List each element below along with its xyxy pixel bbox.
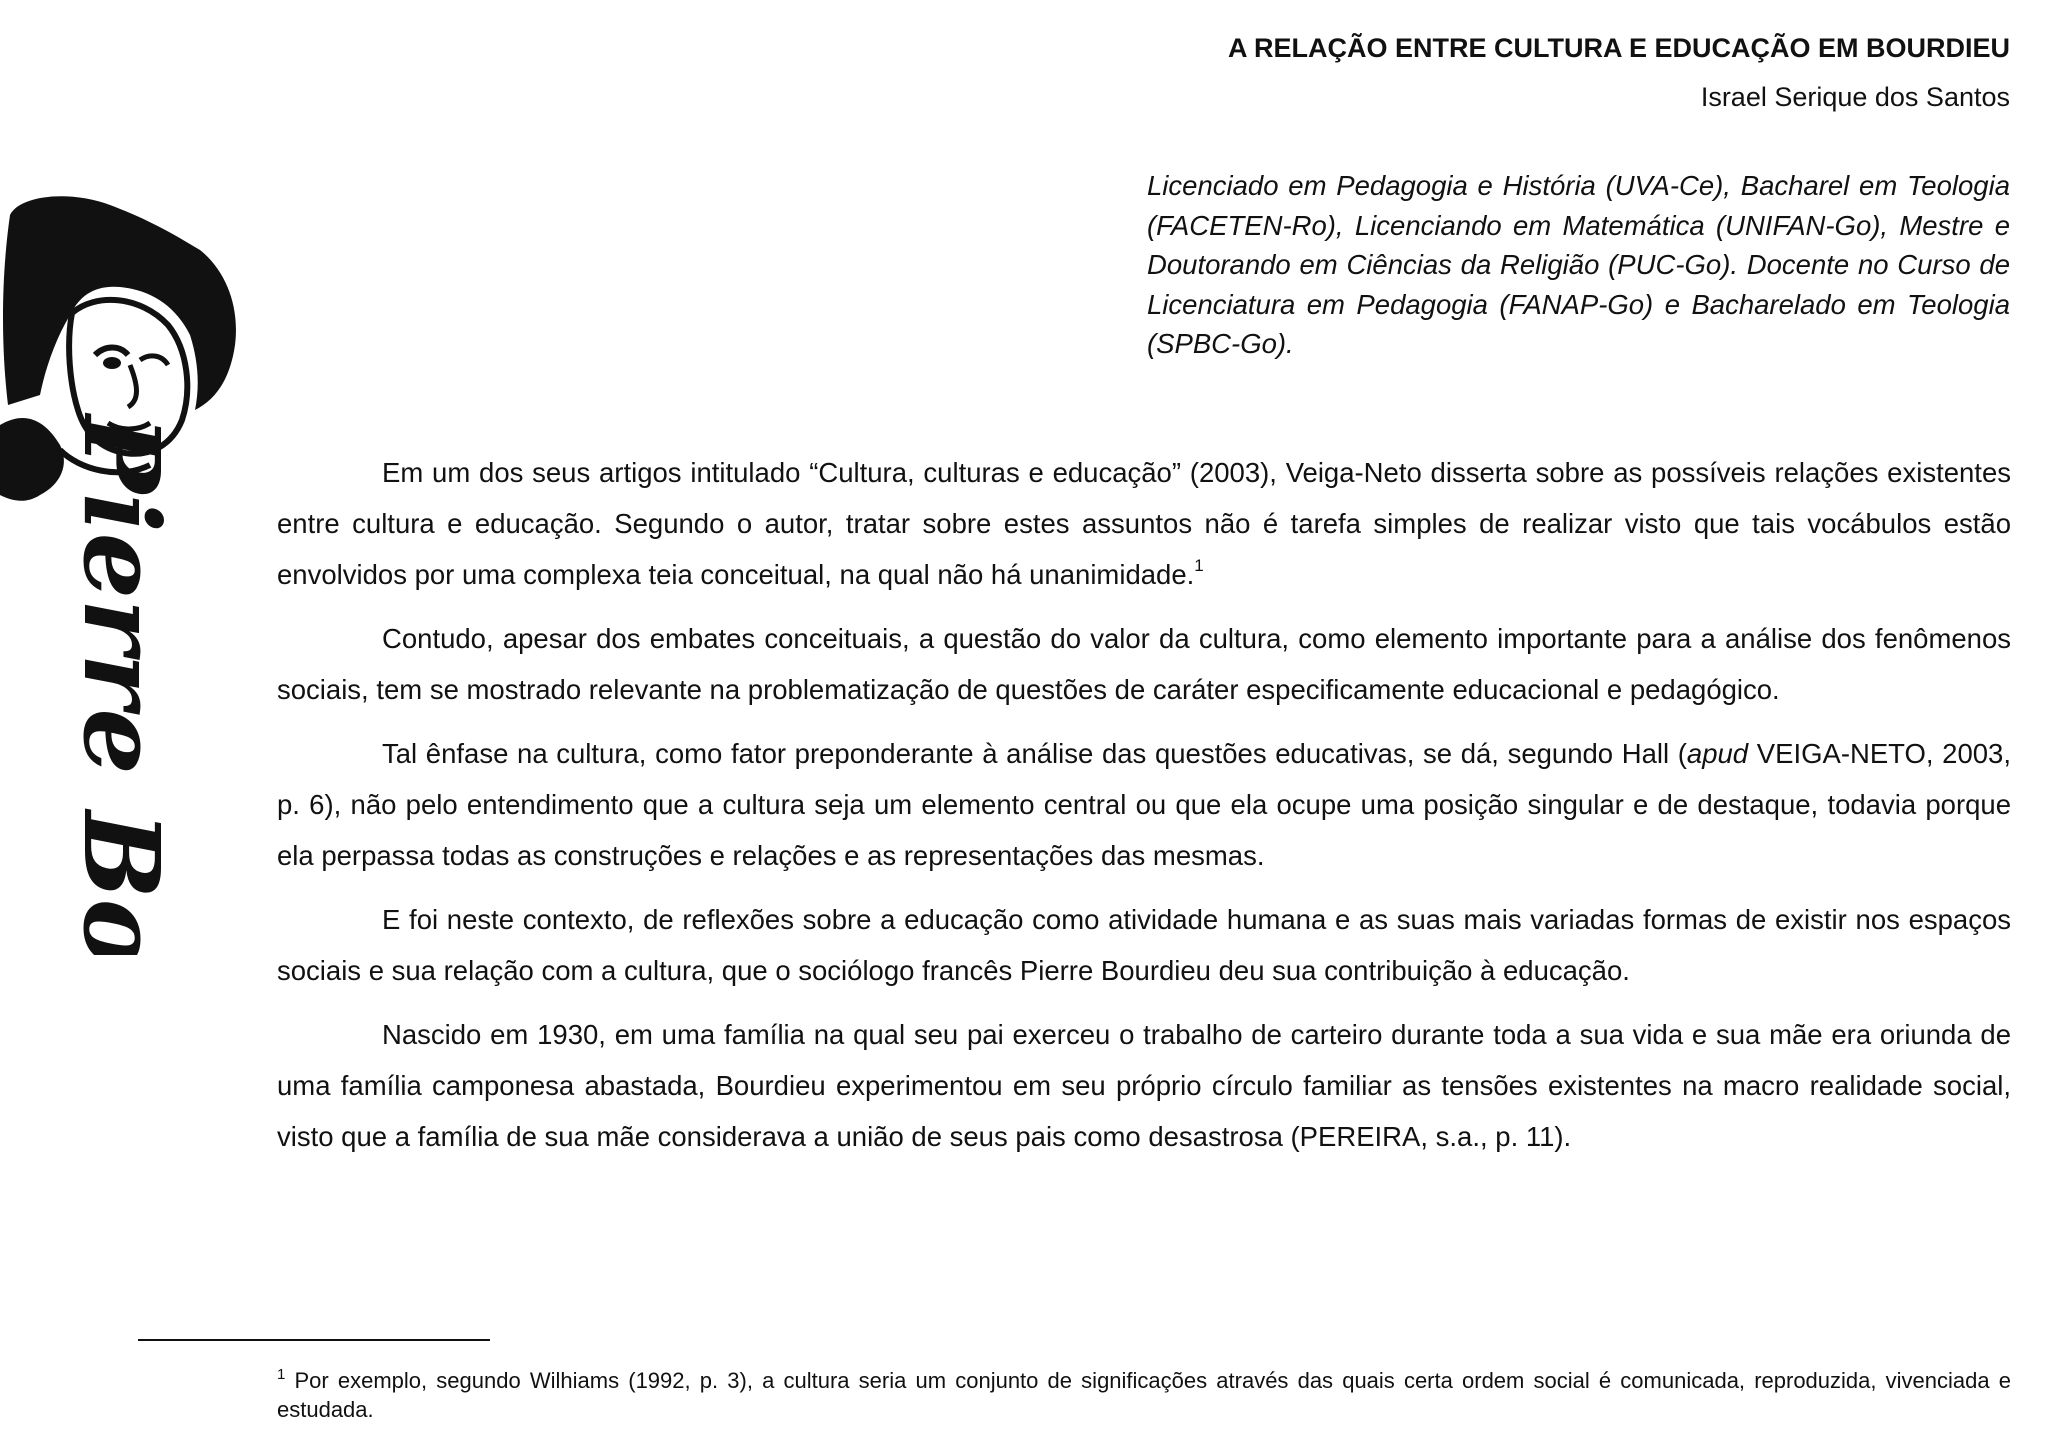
logo-name-text: Pierre Bourdieu <box>60 415 183 955</box>
article-title: A RELAÇÃO ENTRE CULTURA E EDUCAÇÃO EM BOURDIEU <box>1228 33 2010 63</box>
paragraph-1-text: Em um dos seus artigos intitulado “Cultura, culturas e educação” (2003), Veiga-Neto disserta sobre as possíveis relações existentes entre cultura e educação. Segundo o autor, tratar sobre estes assuntos não é tarefa simples de realizar visto que tais vocábulos estão envolvidos por uma complexa teia conceitual, na qual não há unanimidade. <box>277 457 2011 590</box>
paragraph-2: Contudo, apesar dos embates conceituais, a questão do valor da cultura, como elemento importante para a análise dos fenômenos sociais, tem se mostrado relevante na problematização de questões de caráter especificamente educacional e pedagógico. <box>277 623 2011 705</box>
footnote <box>277 1366 2011 1424</box>
article-body <box>277 447 2011 1175</box>
footnote-divider <box>138 1339 490 1341</box>
footnote-number: 1 <box>277 1366 286 1383</box>
bourdieu-portrait-sketch-icon <box>0 195 250 955</box>
paragraph-1 <box>277 447 2011 600</box>
footnote-reference[interactable]: 1 <box>1194 556 1204 575</box>
paragraph-3-text-start: Tal ênfase na cultura, como fator preponderante à análise das questões educativas, se dá, segundo Hall ( <box>382 738 1687 769</box>
paragraph-3-apud: apud <box>1686 738 1749 769</box>
paragraph-3 <box>277 728 2011 881</box>
paragraph-3-text-end: VEIGA-NETO, 2003, p. 6), não pelo entendimento que a cultura seja um elemento central ou que ela ocupe uma posição singular e de destaque, todavia porque ela perpassa todas as construções e relações e as representações das mesmas. <box>277 738 2011 871</box>
paragraph-4: E foi neste contexto, de reflexões sobre a educação como atividade humana e as suas mais variadas formas de existir nos espaços sociais e sua relação com a cultura, que o sociólogo francês Pierre Bourdieu deu sua contribuição à educação. <box>277 904 2011 986</box>
footnote-text: Por exemplo, segundo Wilhiams (1992, p. 3), a cultura seria um conjunto de significações através das quais certa ordem social é comunicada, reproduzida, vivenciada e estudada. <box>277 1368 2011 1422</box>
author-bio: Licenciado em Pedagogia e História (UVA-Ce), Bacharel em Teologia (FACETEN-Ro), Licenciando em Matemática (UNIFAN-Go), Mestre e Doutorando em Ciências da Religião (PUC-Go). Docente no Curso de Licenciatura em Pedagogia (FANAP-Go) e Bacharelado em Teologia (SPBC-Go). <box>1147 170 2010 359</box>
author-name: Israel Serique dos Santos <box>1700 82 2010 112</box>
pierre-bourdieu-logo <box>0 195 250 955</box>
paragraph-5: Nascido em 1930, em uma família na qual seu pai exerceu o trabalho de carteiro durante toda a sua vida e sua mãe era oriunda de uma família camponesa abastada, Bourdieu experimentou em seu próprio círculo familiar as tensões existentes na macro realidade social, visto que a família de sua mãe considerava a união de seus pais como desastrosa (PEREIRA, s.a., p. 11). <box>277 1019 2011 1152</box>
